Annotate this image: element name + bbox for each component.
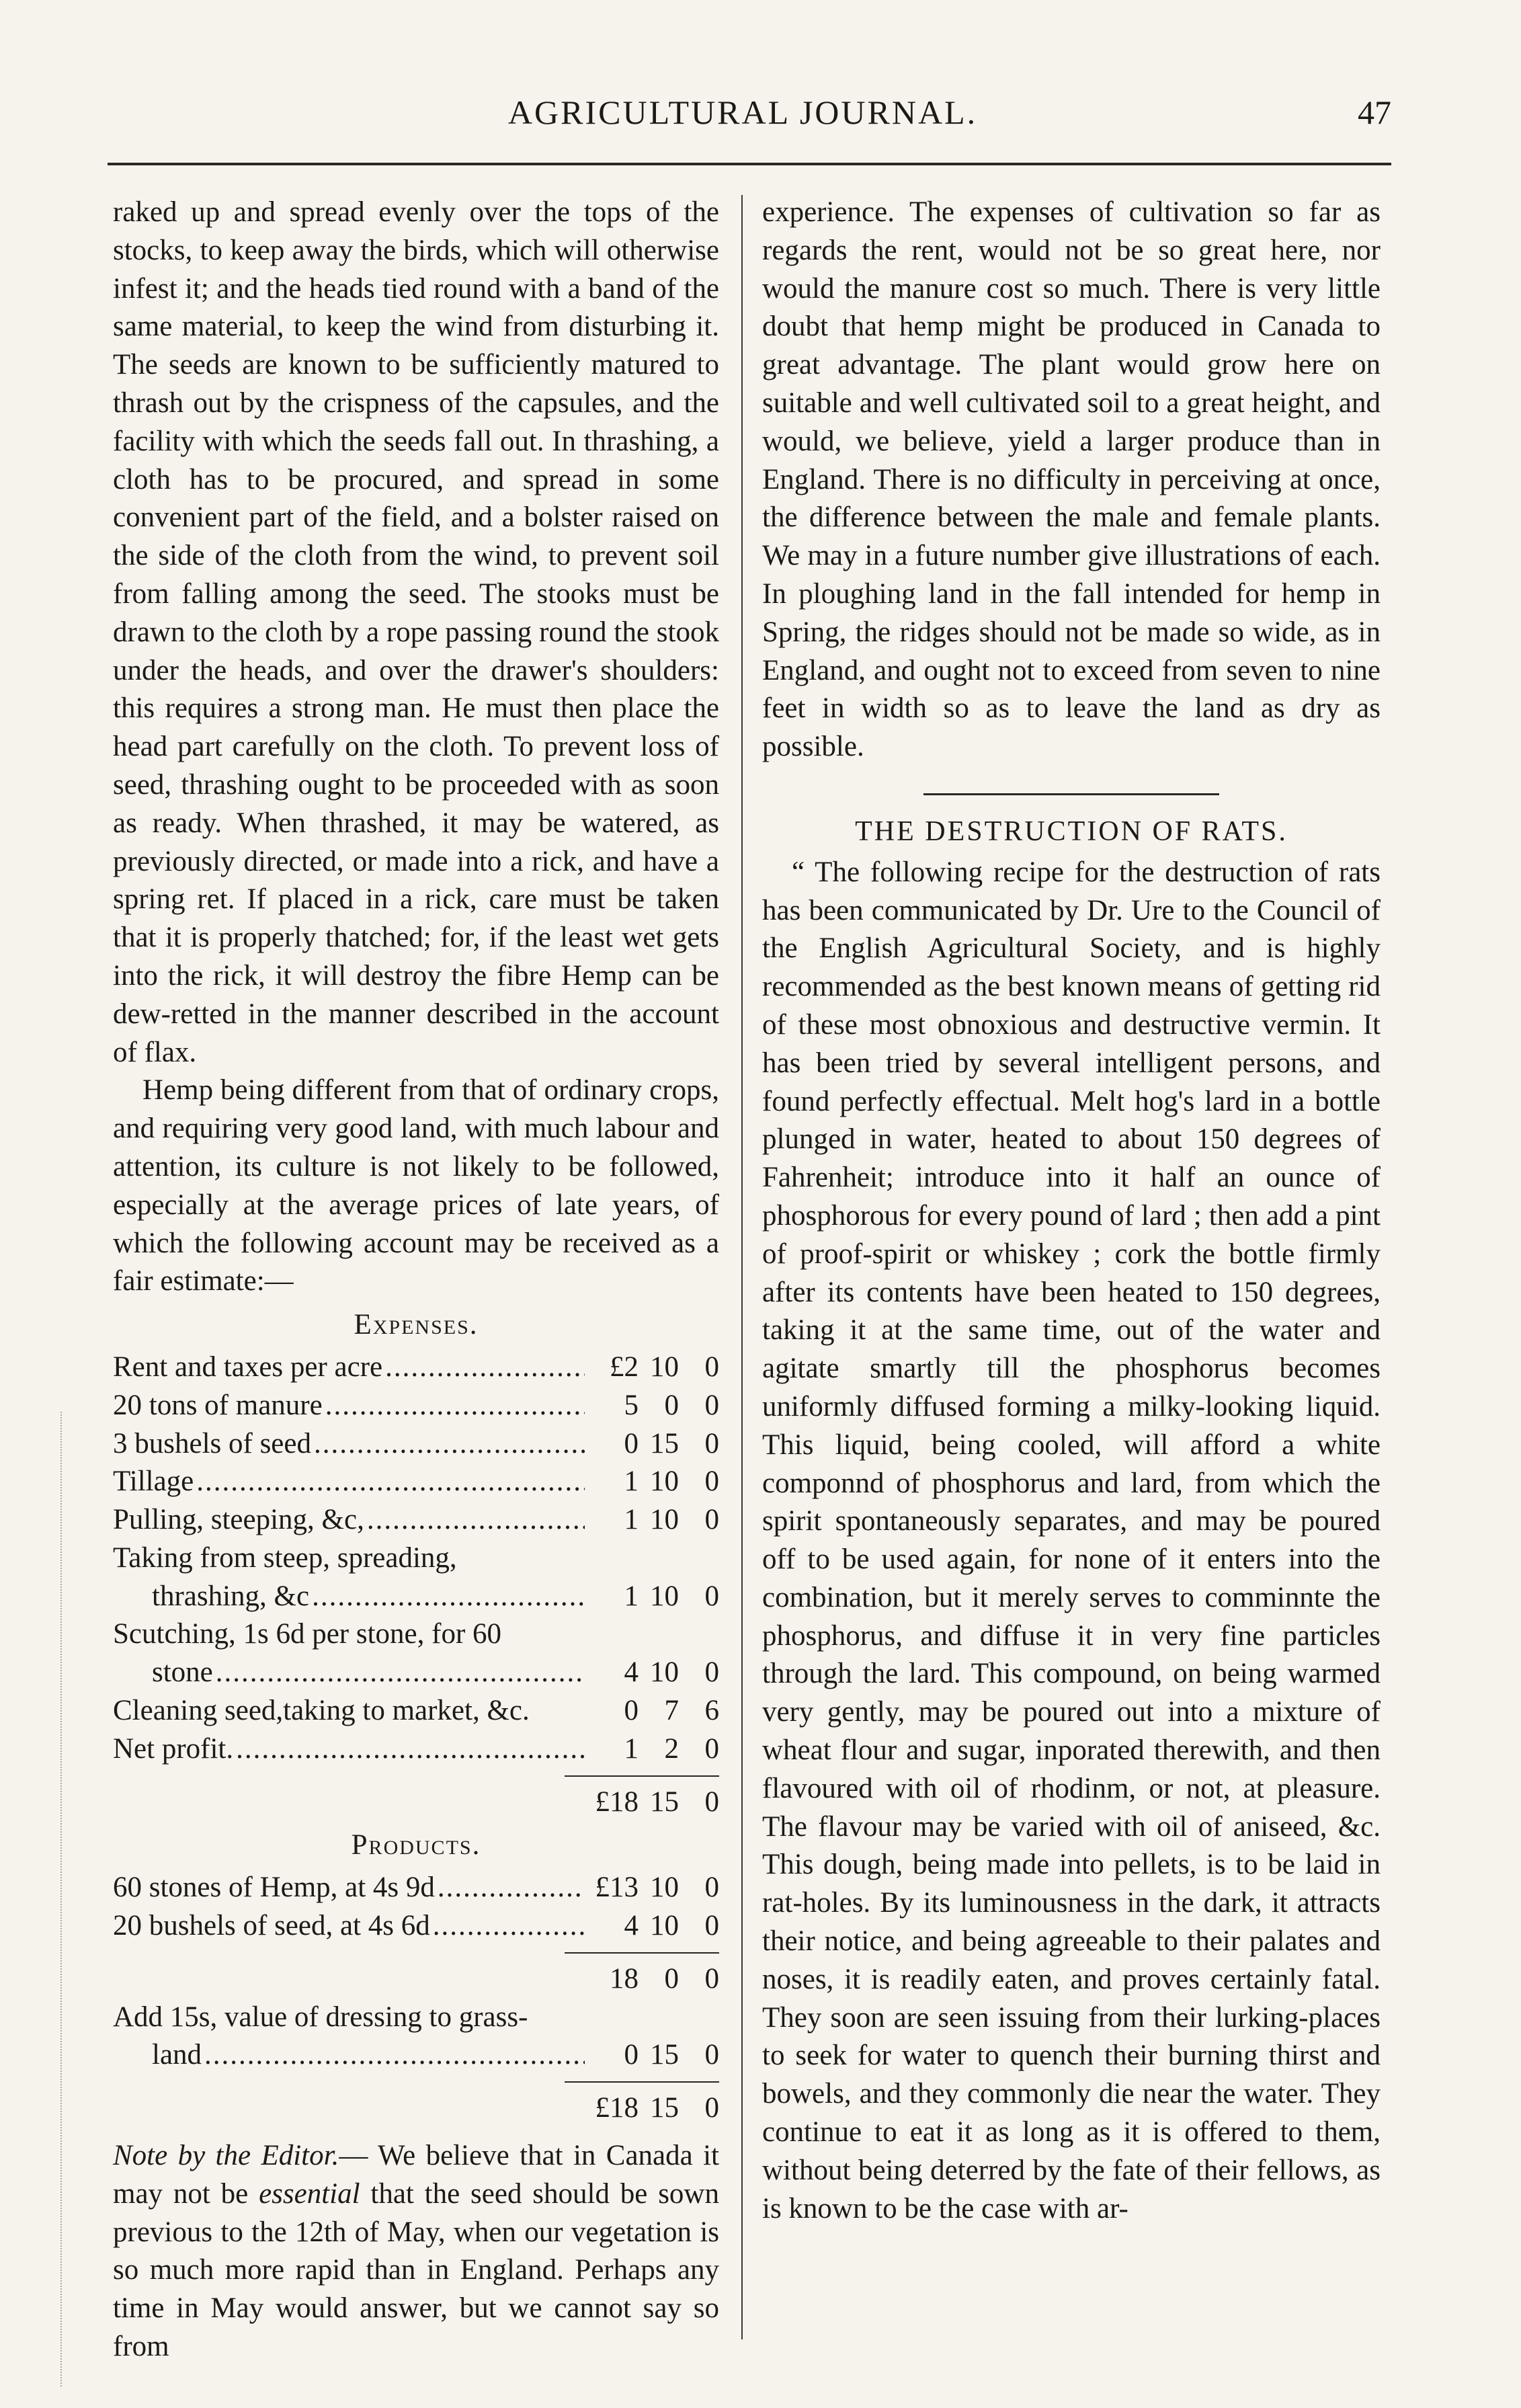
pence: 0 <box>704 1872 719 1904</box>
emphasis: essential <box>259 2177 360 2210</box>
pence: 0 <box>704 1427 719 1459</box>
scan-edge-marks <box>60 1412 69 2386</box>
shillings: 15 <box>650 2092 679 2124</box>
page-number: 47 <box>1358 93 1391 131</box>
hemp-harvest-paragraph: raked up and spread evenly over the tops of the stocks, to keep away the birds, which will otherwise infest it; and the heads tied round with a band of the same material, to keep the wind from disturbing it. The seeds are known to be sufficiently matured to thrash out by the crispness of the capsules, and the facility with which the seeds fall out. In thrashing, a cloth has to be procured, and spread in some convenient part of the field, and a bolster raised on the side of the cloth from the wind, to prevent soil from falling among the seed. The stooks must be drawn to the cloth by a rope passing round the stook under the heads, and over the drawer's shoulders: this requires a strong man. He must then place the head part carefully on the cloth. To prevent loss of seed, thrashing ought to be proceeded with as soon as ready. When thrashed, it may be watered, as previously directed, or made into a rick, and have a spring ret. If placed in a rick, care must be taken that it is properly thatched; for, if the least wet gets into the rick, it will destroy the fibre Hemp can be dew-retted in the manner described in the account of flax. <box>113 196 719 1068</box>
shillings: 0 <box>664 1962 679 1995</box>
pence: 0 <box>704 1466 719 1498</box>
pounds: 4 <box>624 1656 639 1689</box>
editor-note: Note by the Editor.— We believe that in Canada it may not be essential that the seed should be sown previous to the 12th of May, when our vegetation is so much more rapid than in England. Perhaps any time in May would answer, but we cannot say so from <box>113 2140 719 2363</box>
pounds: 5 <box>624 1389 639 1421</box>
shillings: 0 <box>664 1389 679 1421</box>
sum-rule <box>565 1952 719 1954</box>
ledger-row-continued <box>113 1999 719 2037</box>
ledger-label: Scutching, 1s 6d per stone, for 60 <box>113 1618 502 1650</box>
page-header <box>94 93 1391 140</box>
ledger-label: 20 bushels of seed, at 4s 6d <box>113 1910 430 1942</box>
pence: 0 <box>704 2092 719 2124</box>
expenses-table <box>113 1349 719 1822</box>
shillings: 10 <box>650 1910 679 1942</box>
ledger-label: 3 bushels of seed <box>113 1427 311 1459</box>
section-rule <box>923 793 1219 795</box>
ledger-label: thrashing, &c <box>152 1580 310 1612</box>
ledger-row-continued <box>113 1615 719 1654</box>
ledger-row <box>113 1387 719 1425</box>
ledger-row <box>113 1907 719 1945</box>
ledger-label: stone <box>152 1656 213 1689</box>
ledger-label: 60 stones of Hemp, at 4s 9d <box>113 1872 435 1904</box>
products-table <box>113 1869 719 2128</box>
shillings: 15 <box>650 1785 679 1818</box>
article-title: THE DESTRUCTION OF RATS. <box>855 815 1288 847</box>
running-title: AGRICULTURAL JOURNAL. <box>507 93 978 131</box>
ledger-row <box>113 1349 719 1387</box>
ledger-row <box>113 1578 719 1616</box>
pounds: 1 <box>624 1580 639 1612</box>
pence: 6 <box>704 1695 719 1727</box>
pounds: £2 <box>610 1351 639 1383</box>
pounds: 1 <box>624 1732 639 1765</box>
shillings: 10 <box>650 1466 679 1498</box>
sum-rule <box>565 1775 719 1777</box>
rats-recipe-paragraph: “ The following recipe for the destruction of rats has been communicated by Dr. Ure to the Council of the English Agricultural Society, and is highly recommended as the best known means of getting rid of these most obnoxious and destructive vermin. It has been tried by several intelligent persons, and found perfectly effectual. Melt hog's lard in a bottle plunged in water, heated to about 150 degrees of Fahrenheit; introduce into it half an ounce of phosphorous for every pound of lard ; then add a pint of proof-spirit or whiskey ; cork the bottle firmly after its contents have been heated to 150 degrees, taking it at the same time, out of the water and agitate smartly till the phosphorus becomes uniformly diffused forming a milky-looking liquid. This liquid, being cooled, will afford a white componnd of phosphorus and lard, from which the spirit spontaneously separates, and may be poured off to be used again, for none of it enters into the combination, but it merely serves to comminnte the phosphorus, and diffuse it in very fine particles through the lard. This compound, on being warmed very gently, may be poured out into a mixture of wheat flour and sugar, inporated therewith, and then flavoured with oil of rhodinm, or not, at pleasure. The flavour may be varied with oil of aniseed, &c. This dough, being made into pellets, is to be laid in rat-holes. By its luminousness in the dark, it attracts their notice, and being agreeable to their palates and noses, it is readily eaten, and proves certainly fatal. They soon are seen issuing from their lurking-places to seek for water to quench their burning thirst and bowels, and they commonly die near the water. They continue to eat it as long as it is offered to them, without being deterred by the fate of their fellows, as is known to be the case with ar- <box>762 856 1381 2224</box>
pence: 0 <box>704 1910 719 1942</box>
ledger-row <box>113 1425 719 1463</box>
shillings: 15 <box>650 2039 679 2071</box>
pounds: £18 <box>595 1785 639 1818</box>
ledger-label: Pulling, steeping, &c, <box>113 1504 364 1536</box>
pence: 0 <box>704 1962 719 1995</box>
shillings: 10 <box>650 1504 679 1536</box>
ledger-label: Net profit. <box>113 1732 234 1765</box>
ledger-label: Add 15s, value of dressing to grass- <box>113 2001 528 2033</box>
pounds: 0 <box>624 2039 639 2071</box>
pence: 0 <box>704 1732 719 1765</box>
pence: 0 <box>704 1504 719 1536</box>
pence: 0 <box>704 1389 719 1421</box>
ledger-label: Taking from steep, spreading, <box>113 1541 457 1574</box>
pence: 0 <box>704 1785 719 1818</box>
hemp-continuation-paragraph: experience. The expenses of cultivation so far as regards the rent, would not be so great here, nor would the manure cost so much. There is very little doubt that hemp might be produced in Canada to great advantage. The plant would grow here on suitable and well cultivated soil to a great height, and would, we believe, yield a larger produce than in England. There is no difficulty in perceiving at once, the difference between the male and female plants. We may in a future number give illustrations of each. In ploughing land in the fall intended for hemp in Spring, the ridges should not be made so wide, as in England, and ought not to exceed from seven to nine feet in width so as to leave the land as dry as possible. <box>762 196 1381 763</box>
shillings: 10 <box>650 1656 679 1689</box>
shillings: 2 <box>664 1732 679 1765</box>
header-rule <box>108 163 1391 165</box>
ledger-label: Cleaning seed,taking to market, &c. <box>113 1695 530 1727</box>
expenses-total <box>113 1783 719 1822</box>
ledger-row <box>113 1501 719 1539</box>
ledger-label: Tillage <box>113 1466 194 1498</box>
pence: 0 <box>704 1656 719 1689</box>
hemp-cost-paragraph: Hemp being different from that of ordinary crops, and requiring very good land, with much labour and attention, its culture is not likely to be followed, especially at the average prices of late years, of which the following account may be received as a fair estimate:— <box>113 1074 719 1297</box>
ledger-row <box>113 1869 719 1907</box>
pence: 0 <box>704 1580 719 1612</box>
pounds: 1 <box>624 1466 639 1498</box>
pounds: £18 <box>595 2092 639 2124</box>
products-heading: Products. <box>351 1829 481 1861</box>
ledger-label: 20 tons of manure <box>113 1389 323 1421</box>
shillings: 7 <box>664 1695 679 1727</box>
pounds: 4 <box>624 1910 639 1942</box>
ledger-row <box>113 1730 719 1769</box>
pounds: 0 <box>624 1695 639 1727</box>
sum-rule <box>565 2081 719 2083</box>
ledger-row <box>113 1654 719 1692</box>
pence: 0 <box>704 1351 719 1383</box>
ledger-row <box>113 1463 719 1501</box>
products-subtotal <box>113 1960 719 1999</box>
pounds: £13 <box>595 1872 639 1904</box>
right-column <box>762 194 1381 2228</box>
ledger-row-continued <box>113 1539 719 1578</box>
products-total <box>113 2089 719 2128</box>
pounds: 1 <box>624 1504 639 1536</box>
shillings: 10 <box>650 1580 679 1612</box>
editor-note-lead: Note by the Editor. <box>113 2140 339 2172</box>
shillings: 15 <box>650 1427 679 1459</box>
column-divider <box>741 195 743 2339</box>
shillings: 10 <box>650 1872 679 1904</box>
ledger-label: Rent and taxes per acre <box>113 1351 383 1383</box>
pence: 0 <box>704 2039 719 2071</box>
expenses-heading: Expenses. <box>354 1309 479 1341</box>
left-column <box>113 194 719 2366</box>
pounds: 18 <box>610 1962 639 1995</box>
shillings: 10 <box>650 1351 679 1383</box>
ledger-label: land <box>152 2039 202 2071</box>
pounds: 0 <box>624 1427 639 1459</box>
ledger-row <box>113 2036 719 2075</box>
ledger-row <box>113 1692 719 1730</box>
